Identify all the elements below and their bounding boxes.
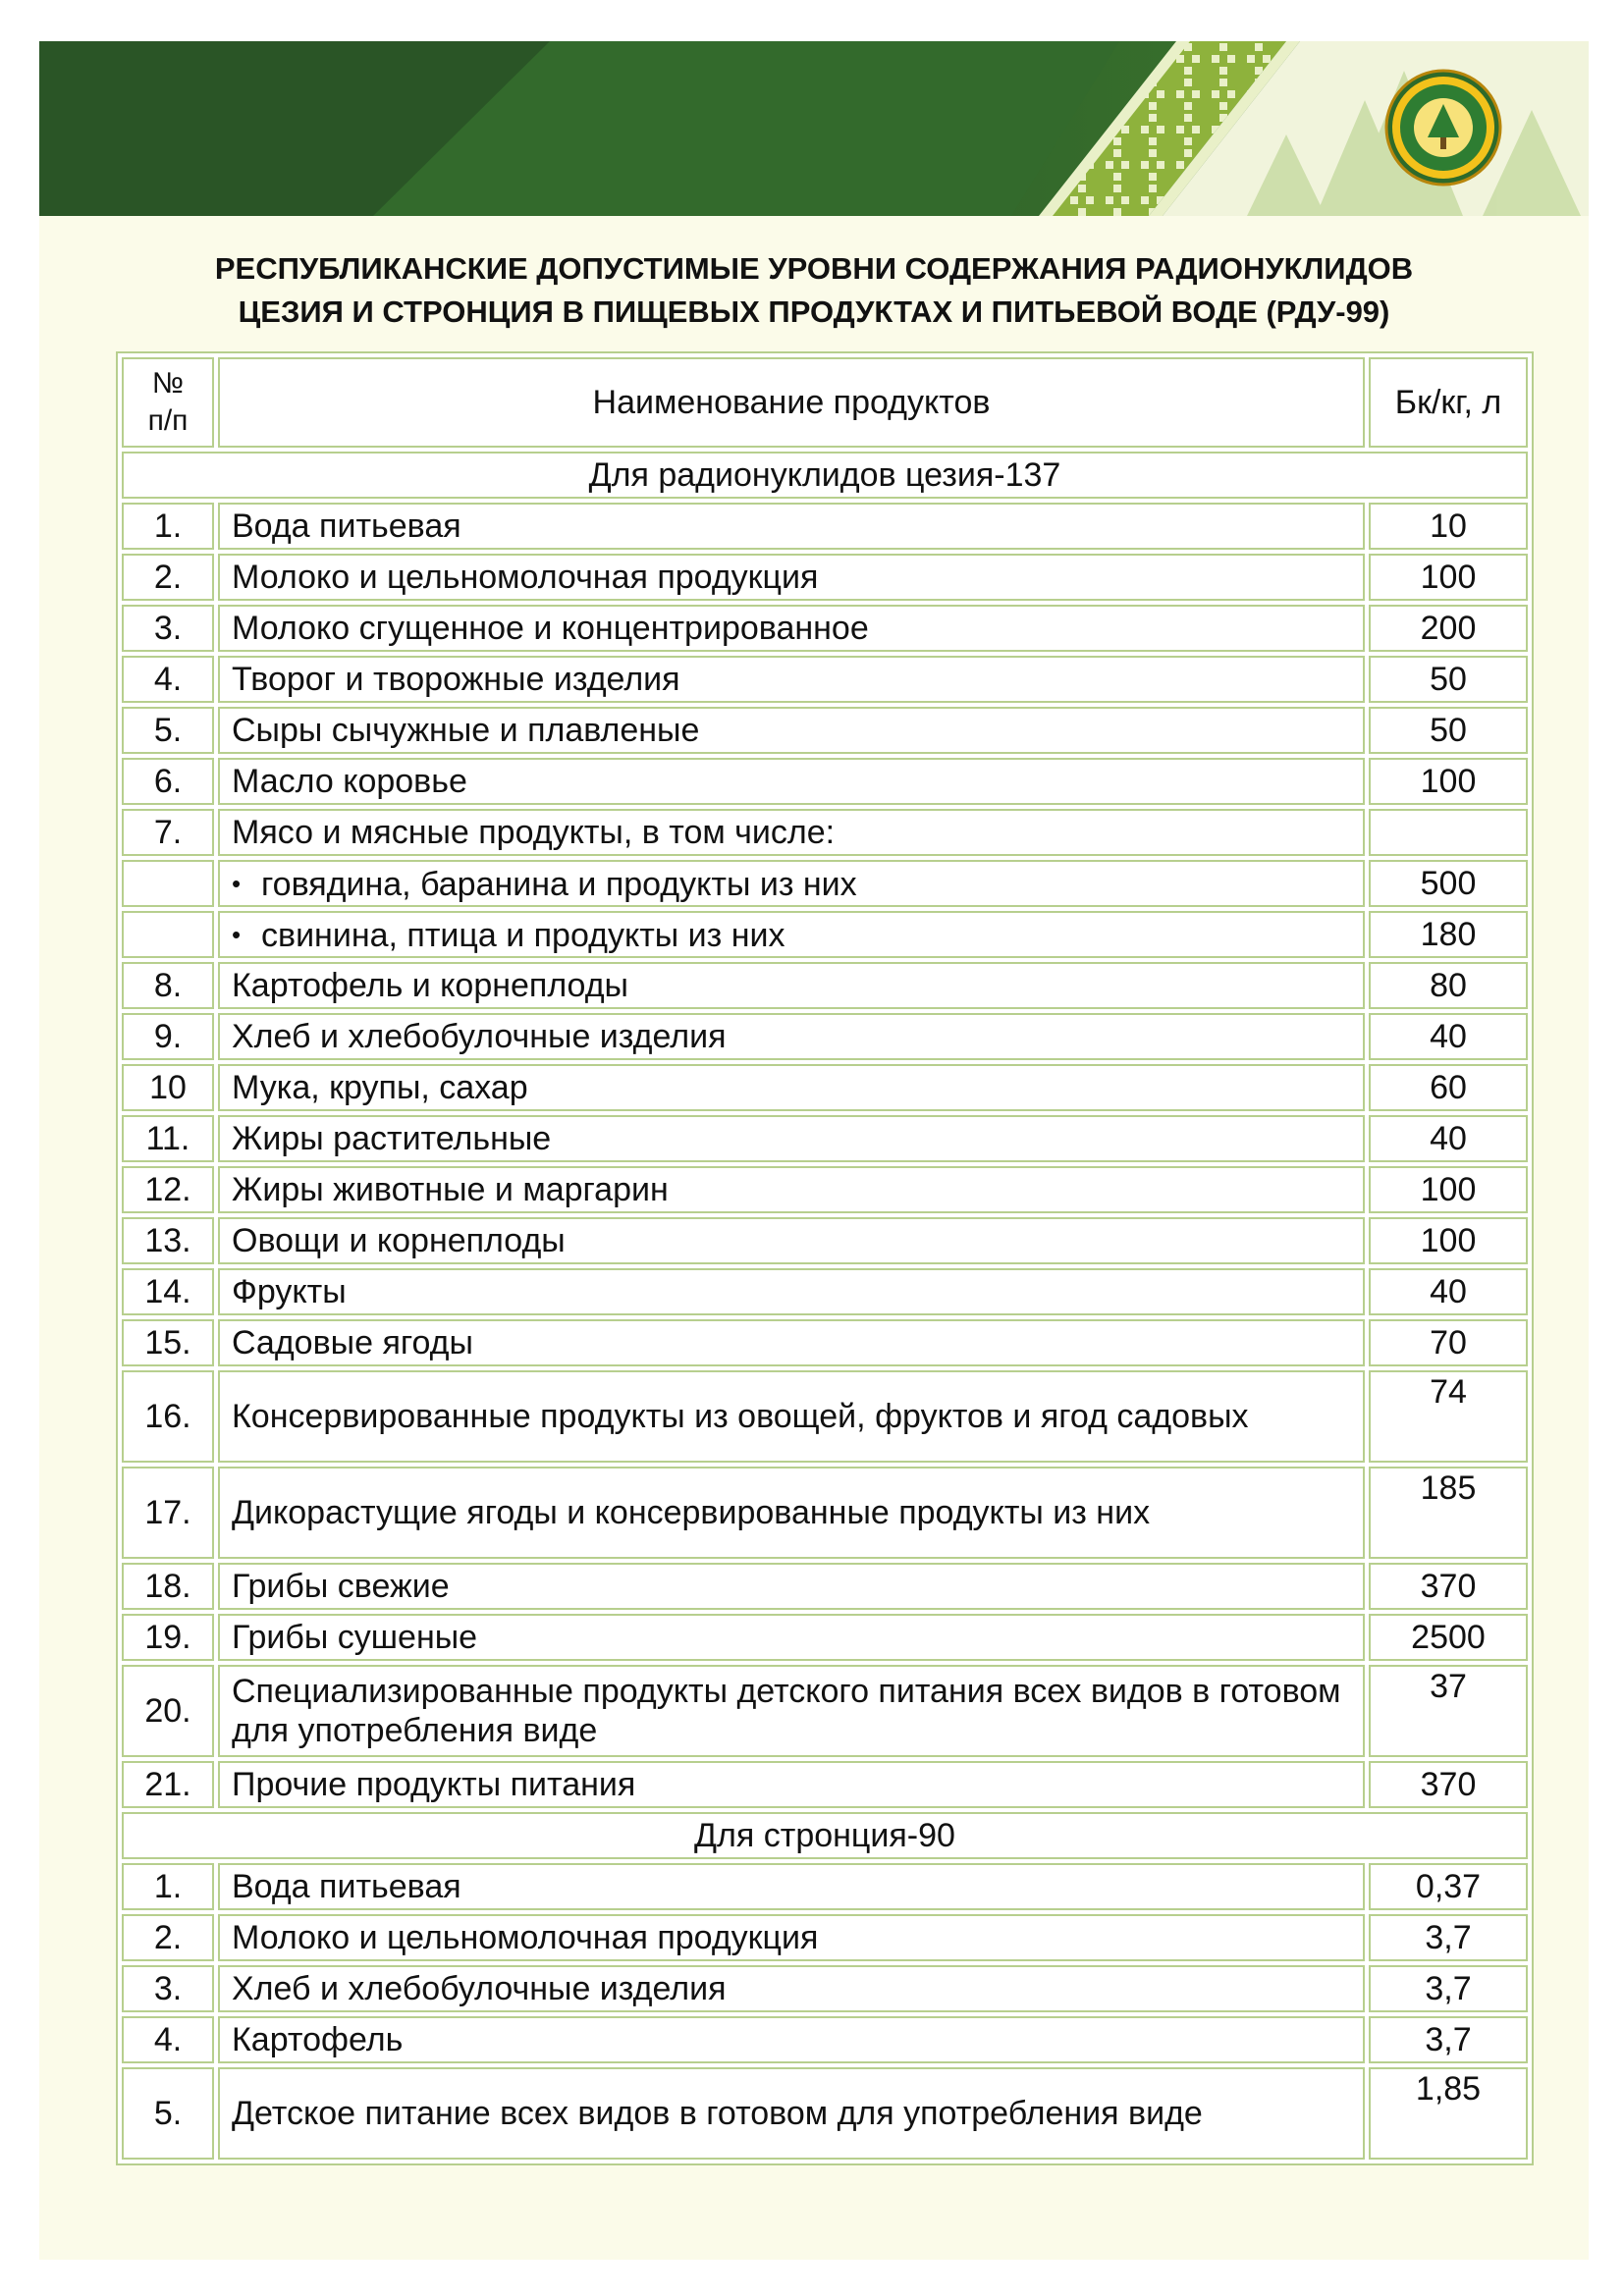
limit-value: 500	[1369, 860, 1528, 907]
product-name: Молоко и цельномолочная продукция	[218, 554, 1365, 601]
table-row	[122, 758, 1528, 805]
limit-value: 100	[1369, 554, 1528, 601]
product-name	[218, 860, 1365, 907]
product-name: Жиры растительные	[218, 1115, 1365, 1162]
limit-value: 50	[1369, 656, 1528, 703]
row-number: 7.	[122, 809, 214, 856]
section-header-row	[122, 452, 1528, 499]
table-row	[122, 1319, 1528, 1366]
limit-value	[1369, 809, 1528, 856]
limit-value: 40	[1369, 1013, 1528, 1060]
section-header-row	[122, 1812, 1528, 1859]
row-number	[122, 860, 214, 907]
table-row	[122, 1166, 1528, 1213]
table-row	[122, 554, 1528, 601]
product-name: Вода питьевая	[218, 1863, 1365, 1910]
product-name: Вода питьевая	[218, 503, 1365, 550]
table-row	[122, 1370, 1528, 1463]
bullet-icon: •	[232, 919, 242, 949]
header-num: № п/п	[122, 357, 214, 448]
product-name: Молоко сгущенное и концентрированное	[218, 605, 1365, 652]
table-row	[122, 2016, 1528, 2063]
limit-value: 3,7	[1369, 1914, 1528, 1961]
product-name: Масло коровье	[218, 758, 1365, 805]
title-line-2: ЦЕЗИЯ И СТРОНЦИЯ В ПИЩЕВЫХ ПРОДУКТАХ И ПИТЬЕВОЙ ВОДЕ (РДУ-99)	[238, 294, 1390, 329]
row-number: 5.	[122, 2067, 214, 2160]
limit-value: 74	[1369, 1370, 1528, 1463]
forestry-emblem-icon	[1386, 71, 1500, 185]
limit-value: 40	[1369, 1268, 1528, 1315]
row-number: 2.	[122, 554, 214, 601]
bullet-icon: •	[232, 868, 242, 898]
product-name	[218, 911, 1365, 958]
table-row	[122, 860, 1528, 907]
limit-value: 200	[1369, 605, 1528, 652]
table-row	[122, 1761, 1528, 1808]
row-number: 1.	[122, 1863, 214, 1910]
limit-value: 100	[1369, 1217, 1528, 1264]
row-number	[122, 911, 214, 958]
row-number: 15.	[122, 1319, 214, 1366]
product-name: Специализированные продукты детского питания всех видов в готовом для употребления виде	[218, 1665, 1365, 1757]
row-number: 18.	[122, 1563, 214, 1610]
row-number: 4.	[122, 656, 214, 703]
table-row	[122, 911, 1528, 958]
document-page	[39, 41, 1589, 2260]
table-row	[122, 1013, 1528, 1060]
product-name: Грибы свежие	[218, 1563, 1365, 1610]
table-header-row	[122, 357, 1528, 448]
radionuclide-limits-table	[116, 351, 1534, 2165]
table-row	[122, 1965, 1528, 2012]
product-name: Консервированные продукты из овощей, фруктов и ягод садовых	[218, 1370, 1365, 1463]
product-name: Хлеб и хлебобулочные изделия	[218, 1965, 1365, 2012]
limit-value: 1,85	[1369, 2067, 1528, 2160]
table-row	[122, 656, 1528, 703]
limit-value: 370	[1369, 1563, 1528, 1610]
limit-value: 3,7	[1369, 2016, 1528, 2063]
row-number: 8.	[122, 962, 214, 1009]
limit-value: 0,37	[1369, 1863, 1528, 1910]
limit-value: 40	[1369, 1115, 1528, 1162]
limit-value: 50	[1369, 707, 1528, 754]
product-name: Грибы сушеные	[218, 1614, 1365, 1661]
section-title: Для радионуклидов цезия-137	[122, 452, 1528, 499]
limit-value: 80	[1369, 962, 1528, 1009]
limit-value: 370	[1369, 1761, 1528, 1808]
table-row	[122, 962, 1528, 1009]
limit-value: 37	[1369, 1665, 1528, 1757]
row-number: 13.	[122, 1217, 214, 1264]
table-row	[122, 2067, 1528, 2160]
table-row	[122, 1665, 1528, 1757]
limit-value: 100	[1369, 1166, 1528, 1213]
limit-value: 3,7	[1369, 1965, 1528, 2012]
product-name: Мука, крупы, сахар	[218, 1064, 1365, 1111]
row-number: 4.	[122, 2016, 214, 2063]
limit-value: 60	[1369, 1064, 1528, 1111]
product-name: Овощи и корнеплоды	[218, 1217, 1365, 1264]
product-name: Картофель	[218, 2016, 1365, 2063]
document-title	[39, 247, 1589, 334]
row-number: 14.	[122, 1268, 214, 1315]
limit-value: 70	[1369, 1319, 1528, 1366]
table-row	[122, 1863, 1528, 1910]
row-number: 1.	[122, 503, 214, 550]
product-name: Дикорастущие ягоды и консервированные продукты из них	[218, 1467, 1365, 1559]
table-row	[122, 605, 1528, 652]
product-name: Картофель и корнеплоды	[218, 962, 1365, 1009]
limit-value: 2500	[1369, 1614, 1528, 1661]
table-row	[122, 1614, 1528, 1661]
banner-graphic	[39, 41, 1589, 216]
limit-value: 100	[1369, 758, 1528, 805]
limit-value: 10	[1369, 503, 1528, 550]
table-row	[122, 503, 1528, 550]
table-row	[122, 1914, 1528, 1961]
table-row	[122, 1217, 1528, 1264]
row-number: 21.	[122, 1761, 214, 1808]
header-unit: Бк/кг, л	[1369, 357, 1528, 448]
product-name: Мясо и мясные продукты, в том числе:	[218, 809, 1365, 856]
table-row	[122, 1115, 1528, 1162]
header-name: Наименование продуктов	[218, 357, 1365, 448]
product-name: Садовые ягоды	[218, 1319, 1365, 1366]
row-number: 9.	[122, 1013, 214, 1060]
product-name-text: свинина, птица и продукты из них	[261, 916, 785, 954]
table-row	[122, 1563, 1528, 1610]
table-row	[122, 1268, 1528, 1315]
product-name: Молоко и цельномолочная продукция	[218, 1914, 1365, 1961]
row-number: 6.	[122, 758, 214, 805]
product-name: Жиры животные и маргарин	[218, 1166, 1365, 1213]
row-number: 5.	[122, 707, 214, 754]
row-number: 20.	[122, 1665, 214, 1757]
product-name-text: говядина, баранина и продукты из них	[261, 865, 857, 903]
row-number: 16.	[122, 1370, 214, 1463]
product-name: Творог и творожные изделия	[218, 656, 1365, 703]
row-number: 3.	[122, 605, 214, 652]
product-name: Сыры сычужные и плавленые	[218, 707, 1365, 754]
product-name: Хлеб и хлебобулочные изделия	[218, 1013, 1365, 1060]
table-row	[122, 1064, 1528, 1111]
section-title: Для стронция-90	[122, 1812, 1528, 1859]
row-number: 12.	[122, 1166, 214, 1213]
product-name: Детское питание всех видов в готовом для употребления виде	[218, 2067, 1365, 2160]
row-number: 11.	[122, 1115, 214, 1162]
row-number: 3.	[122, 1965, 214, 2012]
row-number: 19.	[122, 1614, 214, 1661]
product-name: Фрукты	[218, 1268, 1365, 1315]
table-row	[122, 809, 1528, 856]
table-row	[122, 1467, 1528, 1559]
row-number: 2.	[122, 1914, 214, 1961]
row-number: 17.	[122, 1467, 214, 1559]
row-number: 10	[122, 1064, 214, 1111]
title-line-1: РЕСПУБЛИКАНСКИЕ ДОПУСТИМЫЕ УРОВНИ СОДЕРЖАНИЯ РАДИОНУКЛИДОВ	[214, 251, 1414, 286]
product-name: Прочие продукты питания	[218, 1761, 1365, 1808]
limit-value: 180	[1369, 911, 1528, 958]
table-row	[122, 707, 1528, 754]
header-banner	[39, 41, 1589, 216]
limit-value: 185	[1369, 1467, 1528, 1559]
